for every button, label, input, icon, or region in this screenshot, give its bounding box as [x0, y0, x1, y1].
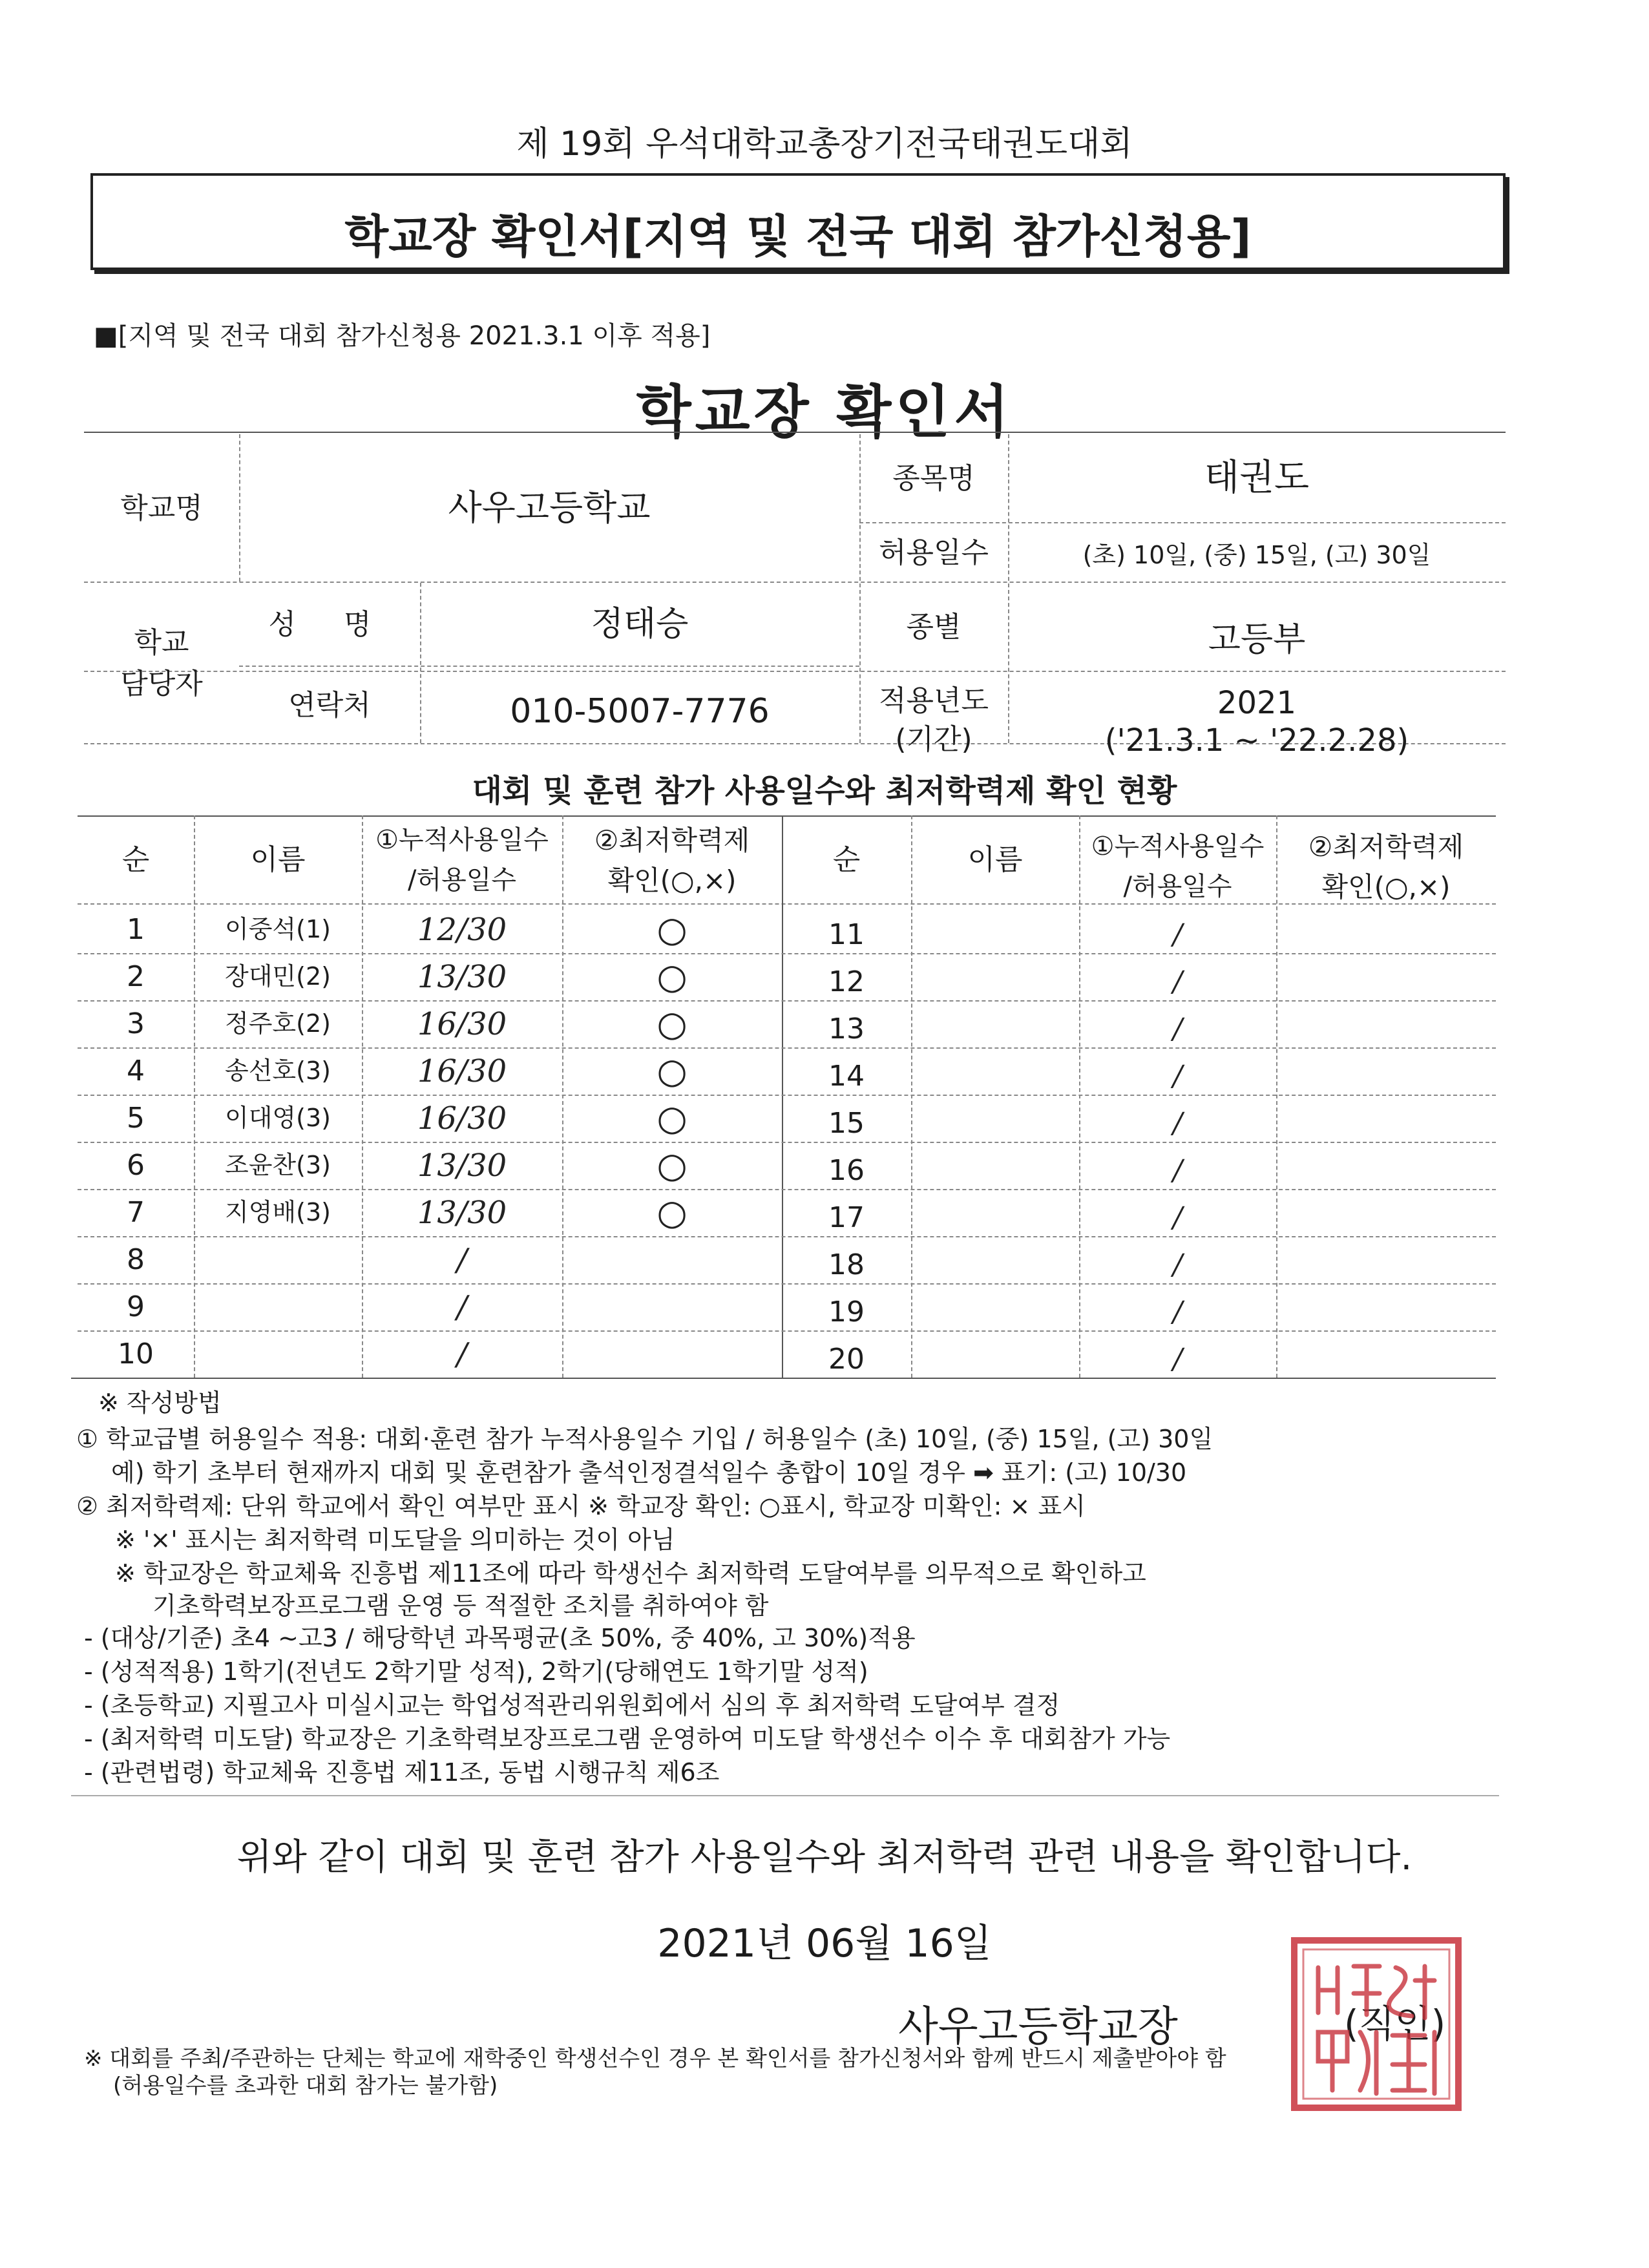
row-number: 7: [127, 1196, 145, 1229]
header-check-1-left: ②최저학력제: [594, 824, 750, 856]
row-number: 11: [828, 918, 865, 951]
athlete-name: 장대민(2): [225, 961, 331, 991]
row-number: 20: [828, 1343, 865, 1376]
athlete-name: 정주호(2): [225, 1009, 331, 1038]
note-line: 예) 학기 초부터 현재까지 대회 및 훈련참가 출석인정결석일수 총합이 10일 경우 ➡ 표기: (고) 10/30: [111, 1458, 1187, 1487]
note-line: ① 학교급별 허용일수 적용: 대회·훈련 참가 누적사용일수 기입 / 허용일수 (초) 10일, (중) 15일, (고) 30일: [76, 1425, 1213, 1453]
min-academic-check: ○: [656, 1097, 688, 1139]
note-line: ※ 학교장은 학교체육 진흥법 제11조에 따라 학생선수 최저학력 도달여부를 의무적으로 확인하고: [115, 1559, 1146, 1588]
manager-name: 정태승: [591, 604, 689, 644]
school-label: 학교명: [120, 491, 203, 525]
used-days-value: /: [1173, 1343, 1182, 1376]
min-academic-check: ○: [656, 908, 688, 950]
signer-name: 사우고등학교장: [898, 2003, 1178, 2051]
footer-note-2: (허용일수를 초과한 대회 참가는 불가함): [113, 2073, 498, 2099]
row-number: 13: [828, 1013, 865, 1045]
header-days-2-right: /허용일수: [1123, 872, 1232, 901]
form-title-box: [90, 173, 1506, 270]
athlete-name: 조윤찬(3): [225, 1150, 331, 1179]
year-value-2: ('21.3.1 ~ '22.2.28): [1104, 722, 1409, 759]
min-academic-check: [1276, 1005, 1496, 1053]
footer-note-1: ※ 대회를 주최/주관하는 단체는 학교에 재학중인 학생선수인 경우 본 확인서를 참가신청서와 함께 반드시 제출받아야 함: [84, 2046, 1226, 2072]
min-academic-check: [1276, 958, 1496, 1005]
used-days-value: 16/30: [417, 1053, 507, 1089]
event-title: 제 19회 우석대학교총장기전국태권도대회: [516, 125, 1133, 163]
athlete-name: [911, 958, 1079, 1005]
athlete-name: [194, 1236, 362, 1283]
used-days-value: 13/30: [417, 1147, 507, 1184]
used-days-value: /: [1173, 1296, 1182, 1328]
name-label: 성 명: [268, 607, 391, 641]
used-days-value: /: [1173, 1013, 1182, 1045]
applicability-note: ■[지역 및 전국 대회 참가신청용 2021.3.1 이후 적용]: [94, 321, 711, 351]
used-days-value: 12/30: [417, 911, 507, 948]
sport-value: 태권도: [1204, 457, 1310, 499]
min-academic-check: [1276, 1053, 1496, 1100]
used-days-value: /: [1173, 1060, 1182, 1093]
min-academic-check: [1276, 1147, 1496, 1194]
athlete-name: 이중석(1): [225, 914, 331, 943]
header-days-2-left: /허용일수: [407, 865, 517, 895]
form-title: 학교장 확인서[지역 및 전국 대회 참가신청용]: [344, 210, 1252, 263]
note-heading: ※ 작성방법: [98, 1389, 222, 1417]
division-label: 종별: [906, 610, 961, 644]
athlete-name: [194, 1330, 362, 1378]
table-title: 대회 및 훈련 참가 사용일수와 최저학력제 확인 현황: [472, 773, 1177, 809]
allow-value: (초) 10일, (중) 15일, (고) 30일: [1082, 541, 1431, 570]
used-days-value: /: [1173, 1107, 1182, 1140]
row-number: 12: [828, 965, 865, 998]
confirmation-date: 2021년 06월 16일: [657, 1921, 992, 1966]
doc-heading: 학교장 확인서: [636, 379, 1013, 445]
min-academic-check: [562, 1283, 782, 1330]
note-line: 기초학력보장프로그램 운영 등 적절한 조치를 취하여야 함: [152, 1591, 769, 1620]
used-days-value: /: [1173, 1154, 1182, 1187]
athlete-name: [911, 1053, 1079, 1100]
row-number: 14: [828, 1060, 865, 1093]
confirmation-text: 위와 같이 대회 및 훈련 참가 사용일수와 최저학력 관련 내용을 확인합니다.: [236, 1836, 1413, 1878]
min-academic-check: ○: [656, 1144, 688, 1186]
year-label-2: (기간): [895, 723, 972, 756]
row-number: 16: [828, 1154, 865, 1187]
row-number: 10: [118, 1338, 154, 1370]
athlete-name: [911, 1288, 1079, 1336]
year-label-1: 적용년도: [878, 684, 989, 717]
allow-label: 허용일수: [878, 536, 989, 569]
min-academic-check: [562, 1236, 782, 1283]
min-academic-check: [1276, 1194, 1496, 1241]
athlete-name: 송선호(3): [225, 1056, 331, 1085]
row-number: 18: [828, 1248, 865, 1281]
used-days-value: 13/30: [417, 1194, 507, 1231]
athlete-name: [911, 1336, 1079, 1383]
row-number: 3: [127, 1007, 145, 1040]
sport-label: 종목명: [892, 461, 975, 495]
athlete-name: [911, 1005, 1079, 1053]
min-academic-check: [1276, 1336, 1496, 1383]
row-number: 17: [828, 1201, 865, 1234]
header-name-left: 이름: [250, 843, 306, 876]
note-line: - (최저학력 미도달) 학교장은 기초학력보장프로그램 운영하여 미도달 학생선수 이수 후 대회참가 가능: [84, 1725, 1171, 1753]
used-days-value: 16/30: [417, 1100, 507, 1137]
manager-label-2: 담당자: [120, 667, 203, 700]
used-days-value: /: [456, 1288, 468, 1325]
row-number: 9: [127, 1290, 145, 1323]
manager-label-1: 학교: [134, 626, 189, 659]
row-number: 15: [828, 1107, 865, 1140]
row-number: 5: [127, 1102, 145, 1135]
note-line: ② 최저학력제: 단위 학교에서 확인 여부만 표시 ※ 학교장 확인: ○표시, 학교장 미확인: × 표시: [76, 1492, 1086, 1520]
row-number: 2: [127, 960, 145, 993]
row-number: 1: [127, 913, 145, 946]
note-line: - (관련법령) 학교체육 진흥법 제11조, 동법 시행규칙 제6조: [84, 1758, 720, 1787]
division-value: 고등부: [1208, 620, 1306, 659]
used-days-value: 13/30: [417, 958, 507, 995]
header-check-2-right: 확인(○,×): [1321, 871, 1451, 903]
min-academic-check: ○: [656, 1050, 688, 1091]
athlete-name: [911, 911, 1079, 958]
notes-divider: [71, 1795, 1499, 1796]
used-days-value: /: [1173, 918, 1182, 951]
header-check-1-right: ②최저학력제: [1308, 831, 1464, 863]
header-days-1-right: ①누적사용일수: [1091, 832, 1265, 861]
athlete-name: [911, 1100, 1079, 1147]
year-value-1: 2021: [1217, 685, 1297, 721]
min-academic-check: [1276, 1241, 1496, 1288]
athlete-name: [911, 1241, 1079, 1288]
athlete-name: 지영배(3): [225, 1197, 331, 1226]
used-days-value: 16/30: [417, 1005, 507, 1042]
note-line: - (초등학교) 지필고사 미실시교는 학업성적관리위원회에서 심의 후 최저학력 도달여부 결정: [84, 1691, 1060, 1719]
athlete-name: [911, 1147, 1079, 1194]
row-number: 6: [127, 1149, 145, 1182]
note-line: - (대상/기준) 초4 ~고3 / 해당학년 과목평균(초 50%, 중 40%, 고 30%)적용: [84, 1624, 916, 1652]
used-days-value: /: [1173, 965, 1182, 998]
used-days-value: /: [456, 1336, 468, 1372]
min-academic-check: ○: [656, 1192, 688, 1233]
school-value: 사우고등학교: [448, 487, 651, 529]
header-no-left: 순: [121, 843, 150, 876]
min-academic-check: [562, 1330, 782, 1378]
seal-mark: (직인): [1344, 2002, 1446, 2046]
header-days-1-left: ①누적사용일수: [375, 825, 549, 855]
min-academic-check: [1276, 1288, 1496, 1336]
athlete-name: 이대영(3): [225, 1103, 331, 1132]
min-academic-check: ○: [656, 956, 688, 997]
athlete-name: [194, 1283, 362, 1330]
used-days-value: /: [1173, 1248, 1182, 1281]
header-no-right: 순: [832, 843, 861, 876]
used-days-value: /: [1173, 1201, 1182, 1234]
min-academic-check: [1276, 1100, 1496, 1147]
row-number: 8: [127, 1243, 145, 1276]
official-seal-image: [1289, 1935, 1464, 2113]
header-name-right: 이름: [967, 843, 1023, 876]
contact-label: 연락처: [288, 688, 371, 722]
note-line: ※ '×' 표시는 최저학력 미도달을 의미하는 것이 아님: [115, 1526, 675, 1554]
athlete-name: [911, 1194, 1079, 1241]
row-number: 19: [828, 1296, 865, 1328]
row-number: 4: [127, 1055, 145, 1087]
contact-value: 010-5007-7776: [510, 691, 770, 731]
min-academic-check: [1276, 911, 1496, 958]
header-check-2-left: 확인(○,×): [607, 865, 737, 896]
note-line: - (성적적용) 1학기(전년도 2학기말 성적), 2학기(당해연도 1학기말 성적): [84, 1657, 868, 1686]
used-days-value: /: [456, 1241, 468, 1278]
min-academic-check: ○: [656, 1003, 688, 1044]
